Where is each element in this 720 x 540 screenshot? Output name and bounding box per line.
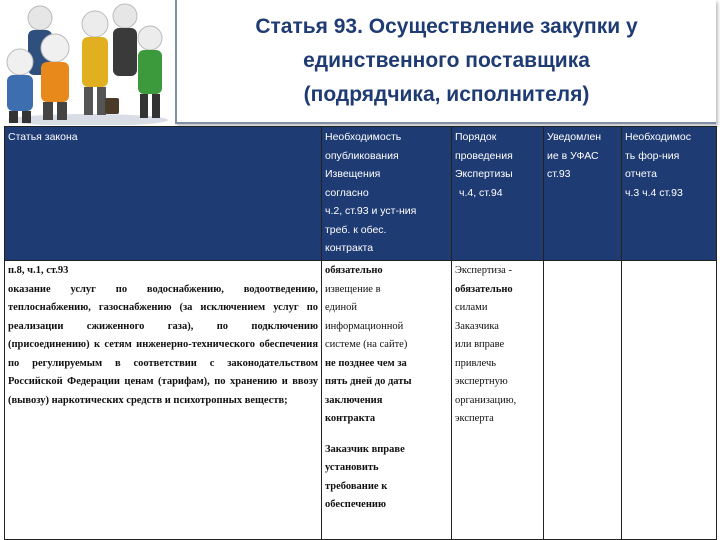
exam-line: экспертную bbox=[455, 376, 508, 387]
header-line: согласно bbox=[325, 186, 369, 199]
exam-line: Экспертиза - bbox=[455, 265, 512, 276]
notice-line: обязательно bbox=[325, 265, 383, 276]
title-line-3: (подрядчика, исполнителя) bbox=[303, 83, 590, 106]
person-figure-green bbox=[138, 26, 162, 118]
notice-line: извещение в bbox=[325, 283, 381, 295]
briefcase-icon bbox=[105, 98, 119, 114]
header-line: треб. к обес. bbox=[325, 223, 387, 236]
header-line: Уведомлен bbox=[547, 131, 602, 143]
header-line: Необходимость bbox=[325, 131, 402, 143]
header-line: ие в УФАС bbox=[547, 149, 599, 162]
header-line: Извещения bbox=[325, 168, 381, 180]
person-figure-front-blue bbox=[7, 49, 33, 123]
notice-line: не позднее чем за bbox=[325, 357, 407, 369]
header-line: контракта bbox=[325, 242, 374, 254]
table-header-row bbox=[5, 127, 717, 261]
title-line-2: единственного поставщика bbox=[303, 49, 590, 72]
header-line: ч.4, ст.94 bbox=[459, 186, 503, 199]
header-line: Статья закона bbox=[8, 131, 78, 143]
exam-line: Заказчика bbox=[455, 320, 499, 332]
header-line: опубликования bbox=[325, 149, 399, 162]
exam-line: эксперта bbox=[455, 413, 494, 424]
cell-law-article bbox=[5, 261, 322, 540]
header-line: проведения bbox=[455, 149, 513, 162]
law-reference: п.8, ч.1, ст.93 bbox=[8, 265, 69, 276]
cell-exam bbox=[452, 261, 544, 540]
notice-line: заключения bbox=[325, 394, 383, 406]
header-line: ч.3 ч.4 ст.93 bbox=[625, 186, 683, 199]
exam-line: организацию, bbox=[455, 394, 517, 406]
exam-line: силами bbox=[455, 302, 488, 313]
cell-report bbox=[622, 261, 717, 540]
header-line: Порядок bbox=[455, 131, 497, 143]
header-line: Необходимос bbox=[625, 131, 691, 143]
notice-line: системе (на сайте) bbox=[325, 339, 408, 350]
cell-fas-notification bbox=[544, 261, 622, 540]
person-figure-back-right bbox=[113, 4, 137, 76]
notice-line: контракта bbox=[325, 413, 376, 424]
person-figure-orange bbox=[41, 34, 69, 120]
procurement-table bbox=[4, 126, 717, 540]
business-people-illustration bbox=[0, 0, 175, 125]
exam-line: привлечь bbox=[455, 357, 497, 369]
notice-line: пять дней до даты bbox=[325, 376, 412, 387]
page-title bbox=[177, 10, 716, 112]
cell-notice bbox=[322, 261, 452, 540]
notice-line: единой bbox=[325, 302, 357, 313]
header-notice-required bbox=[322, 127, 452, 261]
header-exam-procedure bbox=[452, 127, 544, 261]
exam-line: обязательно bbox=[455, 283, 513, 295]
title-line-1: Статья 93. Осуществление закупки у bbox=[255, 15, 638, 38]
header-line: Экспертизы bbox=[455, 168, 513, 180]
header-line: ст.93 bbox=[547, 168, 571, 180]
exam-line: или вправе bbox=[455, 339, 505, 350]
notice-security-line: Заказчик вправе bbox=[325, 443, 405, 455]
header-line: ть фор-ния bbox=[625, 149, 680, 162]
notice-security-line: установить bbox=[325, 462, 379, 473]
header-line: ч.2, ст.93 и уст-ния bbox=[325, 205, 417, 217]
header-line: отчета bbox=[625, 168, 657, 180]
table-row bbox=[5, 261, 717, 540]
business-people-group-icon bbox=[0, 0, 175, 125]
notice-line: информационной bbox=[325, 320, 404, 332]
person-figure-yellow bbox=[82, 11, 108, 115]
header-law-article bbox=[5, 127, 322, 261]
notice-security-line: обеспечению bbox=[325, 499, 386, 510]
law-description: оказание услуг по водоснабжению, водоотведению, теплоснабжению, газоснабжению (за исключением услуг по реализации сжиженного газа), по подключению (присоединению) к сетям инженерно-технического обеспечения по регулируемым в соответствии с законодательством Российской Федерации ценам (тарифам), по хранению и ввозу (вывозу) наркотических средств и психотропных веществ; bbox=[8, 283, 318, 406]
title-box bbox=[175, 0, 716, 124]
header-report-required bbox=[622, 127, 717, 261]
header-fas-notification bbox=[544, 127, 622, 261]
spacer bbox=[325, 429, 448, 441]
notice-security-line: требование к bbox=[325, 480, 388, 492]
